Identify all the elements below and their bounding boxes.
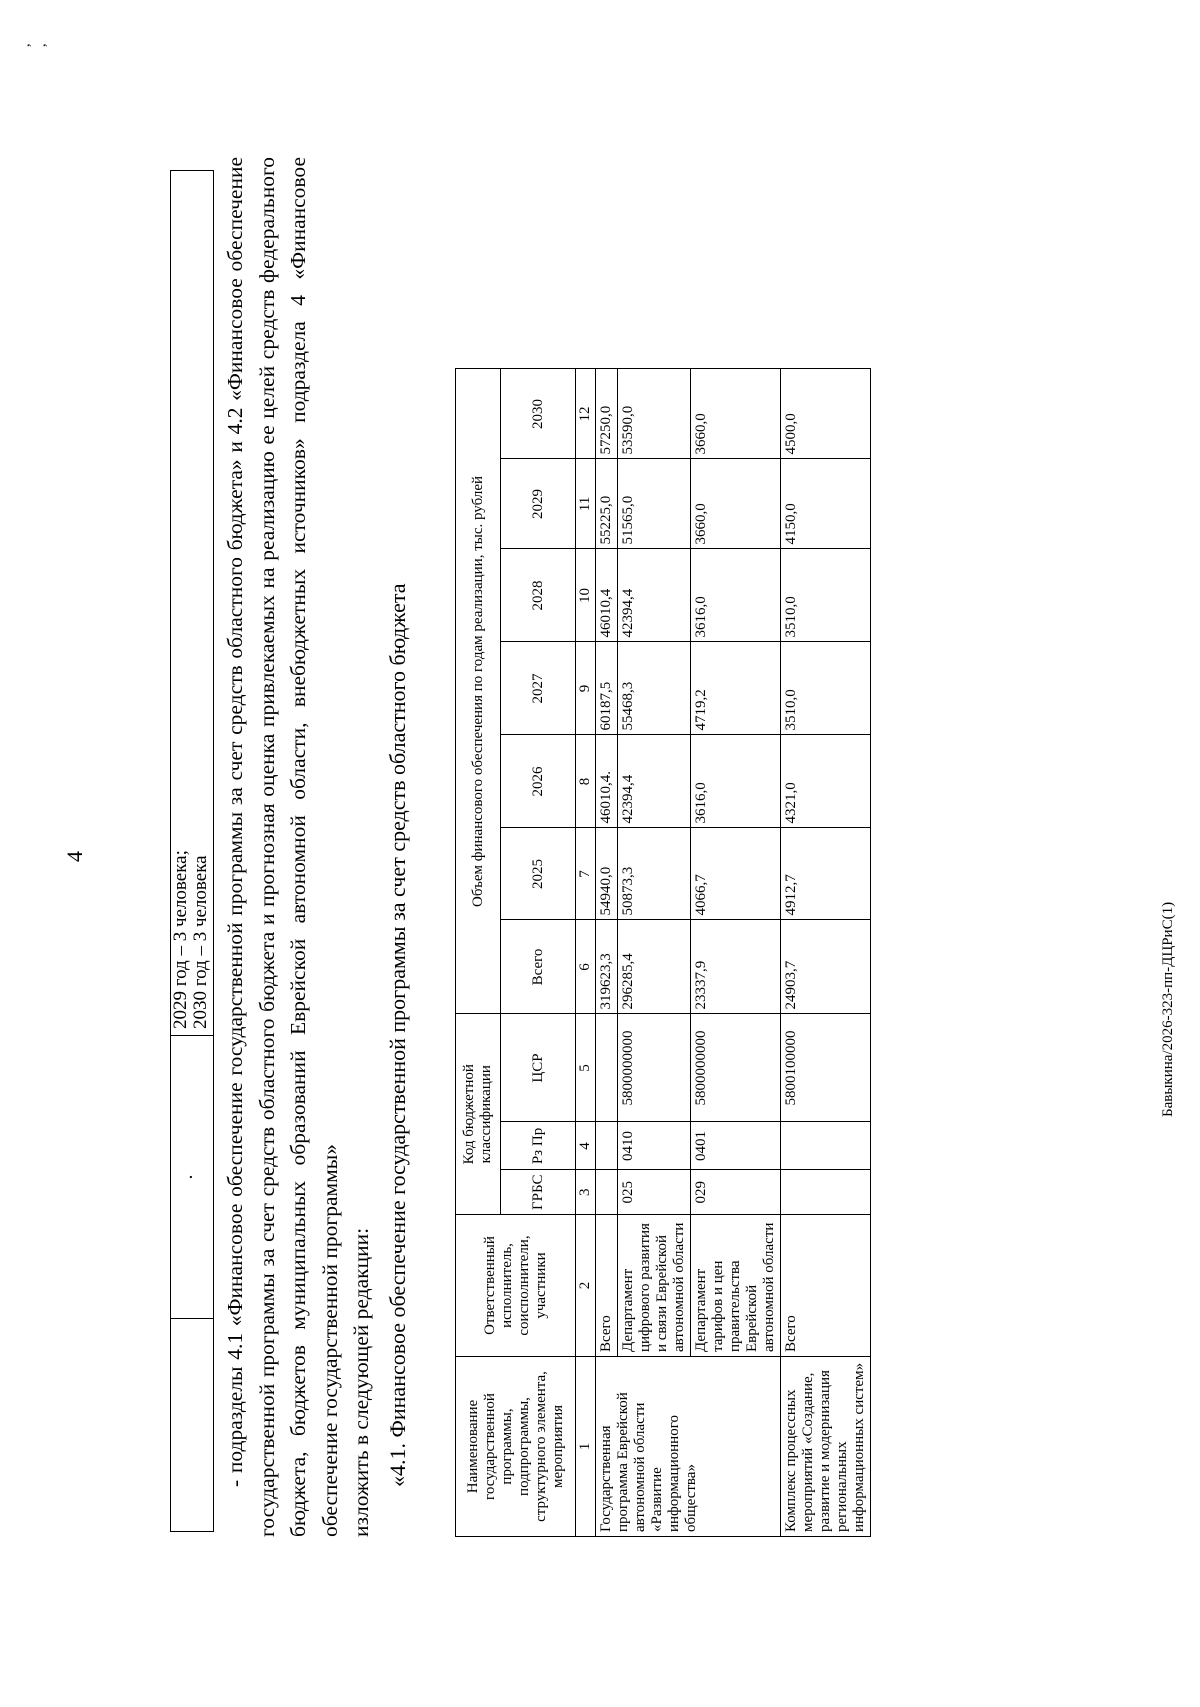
y2027-cell: 3510,0 <box>781 642 871 735</box>
responsible-cell: Всего <box>781 1215 871 1357</box>
y2025-cell: 4066,7 <box>691 828 781 920</box>
scan-specks: , , <box>18 25 49 47</box>
header-2026: 2026 <box>501 735 576 828</box>
grbs-cell <box>781 1170 871 1215</box>
document-code: Бавыкина/2026-323-пп-ДЦРиС(1) <box>1160 901 1176 1117</box>
amendment-text: - подразделы 4.1 «Финансовое обеспечение государственной программы за счет средств областного бюджета» и 4.2 «Финансовое обеспечение государственной программы за счет средств областного бюджета и прогнозная оценка привлекаемых на реализацию ее целей средств федерального бюджета, бюджетов муниципальных образований Еврейской автономной области, внебюджетных источников» подраздела 4 «Финансовое обеспечение государственной программы» <box>223 157 342 1537</box>
responsible-cell: Департамент тарифов и цен правительства Еврейской автономной области <box>691 1215 781 1357</box>
y2030-cell: 3660,0 <box>691 369 781 459</box>
header-2025: 2025 <box>501 828 576 920</box>
total-cell: 296285,4 <box>618 920 691 1014</box>
y2028-cell: 3616,0 <box>691 549 781 642</box>
y2028-cell: 46010,4 <box>596 549 618 642</box>
header-grbs: ГРБС <box>501 1170 576 1215</box>
grbs-cell <box>596 1170 618 1215</box>
header-2030: 2030 <box>501 369 576 459</box>
y2027-cell: 55468,3 <box>618 642 691 735</box>
responsible-cell: Департамент цифрового развития и связи Еврейской автономной области <box>618 1215 691 1357</box>
csr-cell <box>596 1014 618 1122</box>
top-table <box>170 170 214 1532</box>
col-number: 1 <box>576 1357 596 1537</box>
header-csr: ЦСР <box>501 1014 576 1122</box>
amendment-paragraph <box>220 157 378 1537</box>
header-2027: 2027 <box>501 642 576 735</box>
program-name: Комплекс процессных мероприятий «Создание, развитие и модернизация региональных информационных систем» <box>781 1357 871 1537</box>
csr-cell: 5800000000 <box>618 1014 691 1122</box>
y2026-cell: 42394,4 <box>618 735 691 828</box>
col-number: 9 <box>576 642 596 735</box>
header-2028: 2028 <box>501 549 576 642</box>
grbs-cell: 025 <box>618 1170 691 1215</box>
y2027-cell: 60187,5 <box>596 642 618 735</box>
section-title: «4.1. Финансовое обеспечение государственной программы за счет средств областного бюджета <box>385 583 410 1487</box>
col-number: 11 <box>576 459 596 549</box>
y2026-cell: 46010,4. <box>596 735 618 828</box>
col-number: 3 <box>576 1170 596 1215</box>
col-number: 4 <box>576 1122 596 1170</box>
header-2029: 2029 <box>501 459 576 549</box>
y2030-cell: 4500,0 <box>781 369 871 459</box>
column-number-row <box>576 369 596 1537</box>
col-number: 8 <box>576 735 596 828</box>
header-total: Всего <box>501 920 576 1014</box>
y2025-cell: 4912,7 <box>781 828 871 920</box>
staff-2029: 2029 год – 3 человека; <box>170 850 191 1029</box>
y2027-cell: 4719,2 <box>691 642 781 735</box>
total-cell: 23337,9 <box>691 920 781 1014</box>
header-rzpr: Рз Пр <box>501 1122 576 1170</box>
y2029-cell: 4150,0 <box>781 459 871 549</box>
header-volume: Объем финансового обеспечения по годам реализации, тыс. рублей <box>456 369 501 1014</box>
y2026-cell: 3616,0 <box>691 735 781 828</box>
rzpr-cell <box>781 1122 871 1170</box>
csr-cell: 5800100000 <box>781 1014 871 1122</box>
total-cell: 24903,7 <box>781 920 871 1014</box>
table-row <box>596 369 618 1537</box>
total-cell: 319623,3 <box>596 920 618 1014</box>
rzpr-cell <box>596 1122 618 1170</box>
y2029-cell: 55225,0 <box>596 459 618 549</box>
col-number: 7 <box>576 828 596 920</box>
csr-cell: 5800000000 <box>691 1014 781 1122</box>
header-budget-code: Код бюджетной классификации <box>456 1014 501 1215</box>
top-table-col2: · <box>171 1036 214 1319</box>
y2030-cell: 53590,0 <box>618 369 691 459</box>
y2029-cell: 51565,0 <box>618 459 691 549</box>
amendment-tail: изложить в следующей редакции: <box>349 1227 373 1537</box>
y2028-cell: 42394,4 <box>618 549 691 642</box>
table-row <box>781 369 871 1537</box>
program-name: Государственная программа Еврейской автономной области «Развитие информационного общества» <box>596 1357 781 1537</box>
grbs-cell: 029 <box>691 1170 781 1215</box>
top-table-staff <box>171 171 214 1036</box>
col-number: 5 <box>576 1014 596 1122</box>
y2025-cell: 54940,0 <box>596 828 618 920</box>
header-responsible: Ответственный исполнитель, соисполнители, участники <box>456 1215 576 1357</box>
page-number: 4 <box>62 851 87 862</box>
col-number: 2 <box>576 1215 596 1357</box>
responsible-cell: Всего <box>596 1215 618 1357</box>
y2030-cell: 57250,0 <box>596 369 618 459</box>
col-number: 10 <box>576 549 596 642</box>
y2025-cell: 50873,3 <box>618 828 691 920</box>
top-table-col1 <box>171 1319 214 1532</box>
header-name: Наименование государственной программы, подпрограммы, структурного элемента, мероприятия <box>456 1357 576 1537</box>
y2028-cell: 3510,0 <box>781 549 871 642</box>
y2029-cell: 3660,0 <box>691 459 781 549</box>
col-number: 12 <box>576 369 596 459</box>
rzpr-cell: 0401 <box>691 1122 781 1170</box>
financing-table <box>455 368 871 1537</box>
rzpr-cell: 0410 <box>618 1122 691 1170</box>
y2026-cell: 4321,0 <box>781 735 871 828</box>
staff-2030: 2030 год – 3 человека <box>190 855 211 1029</box>
col-number: 6 <box>576 920 596 1014</box>
